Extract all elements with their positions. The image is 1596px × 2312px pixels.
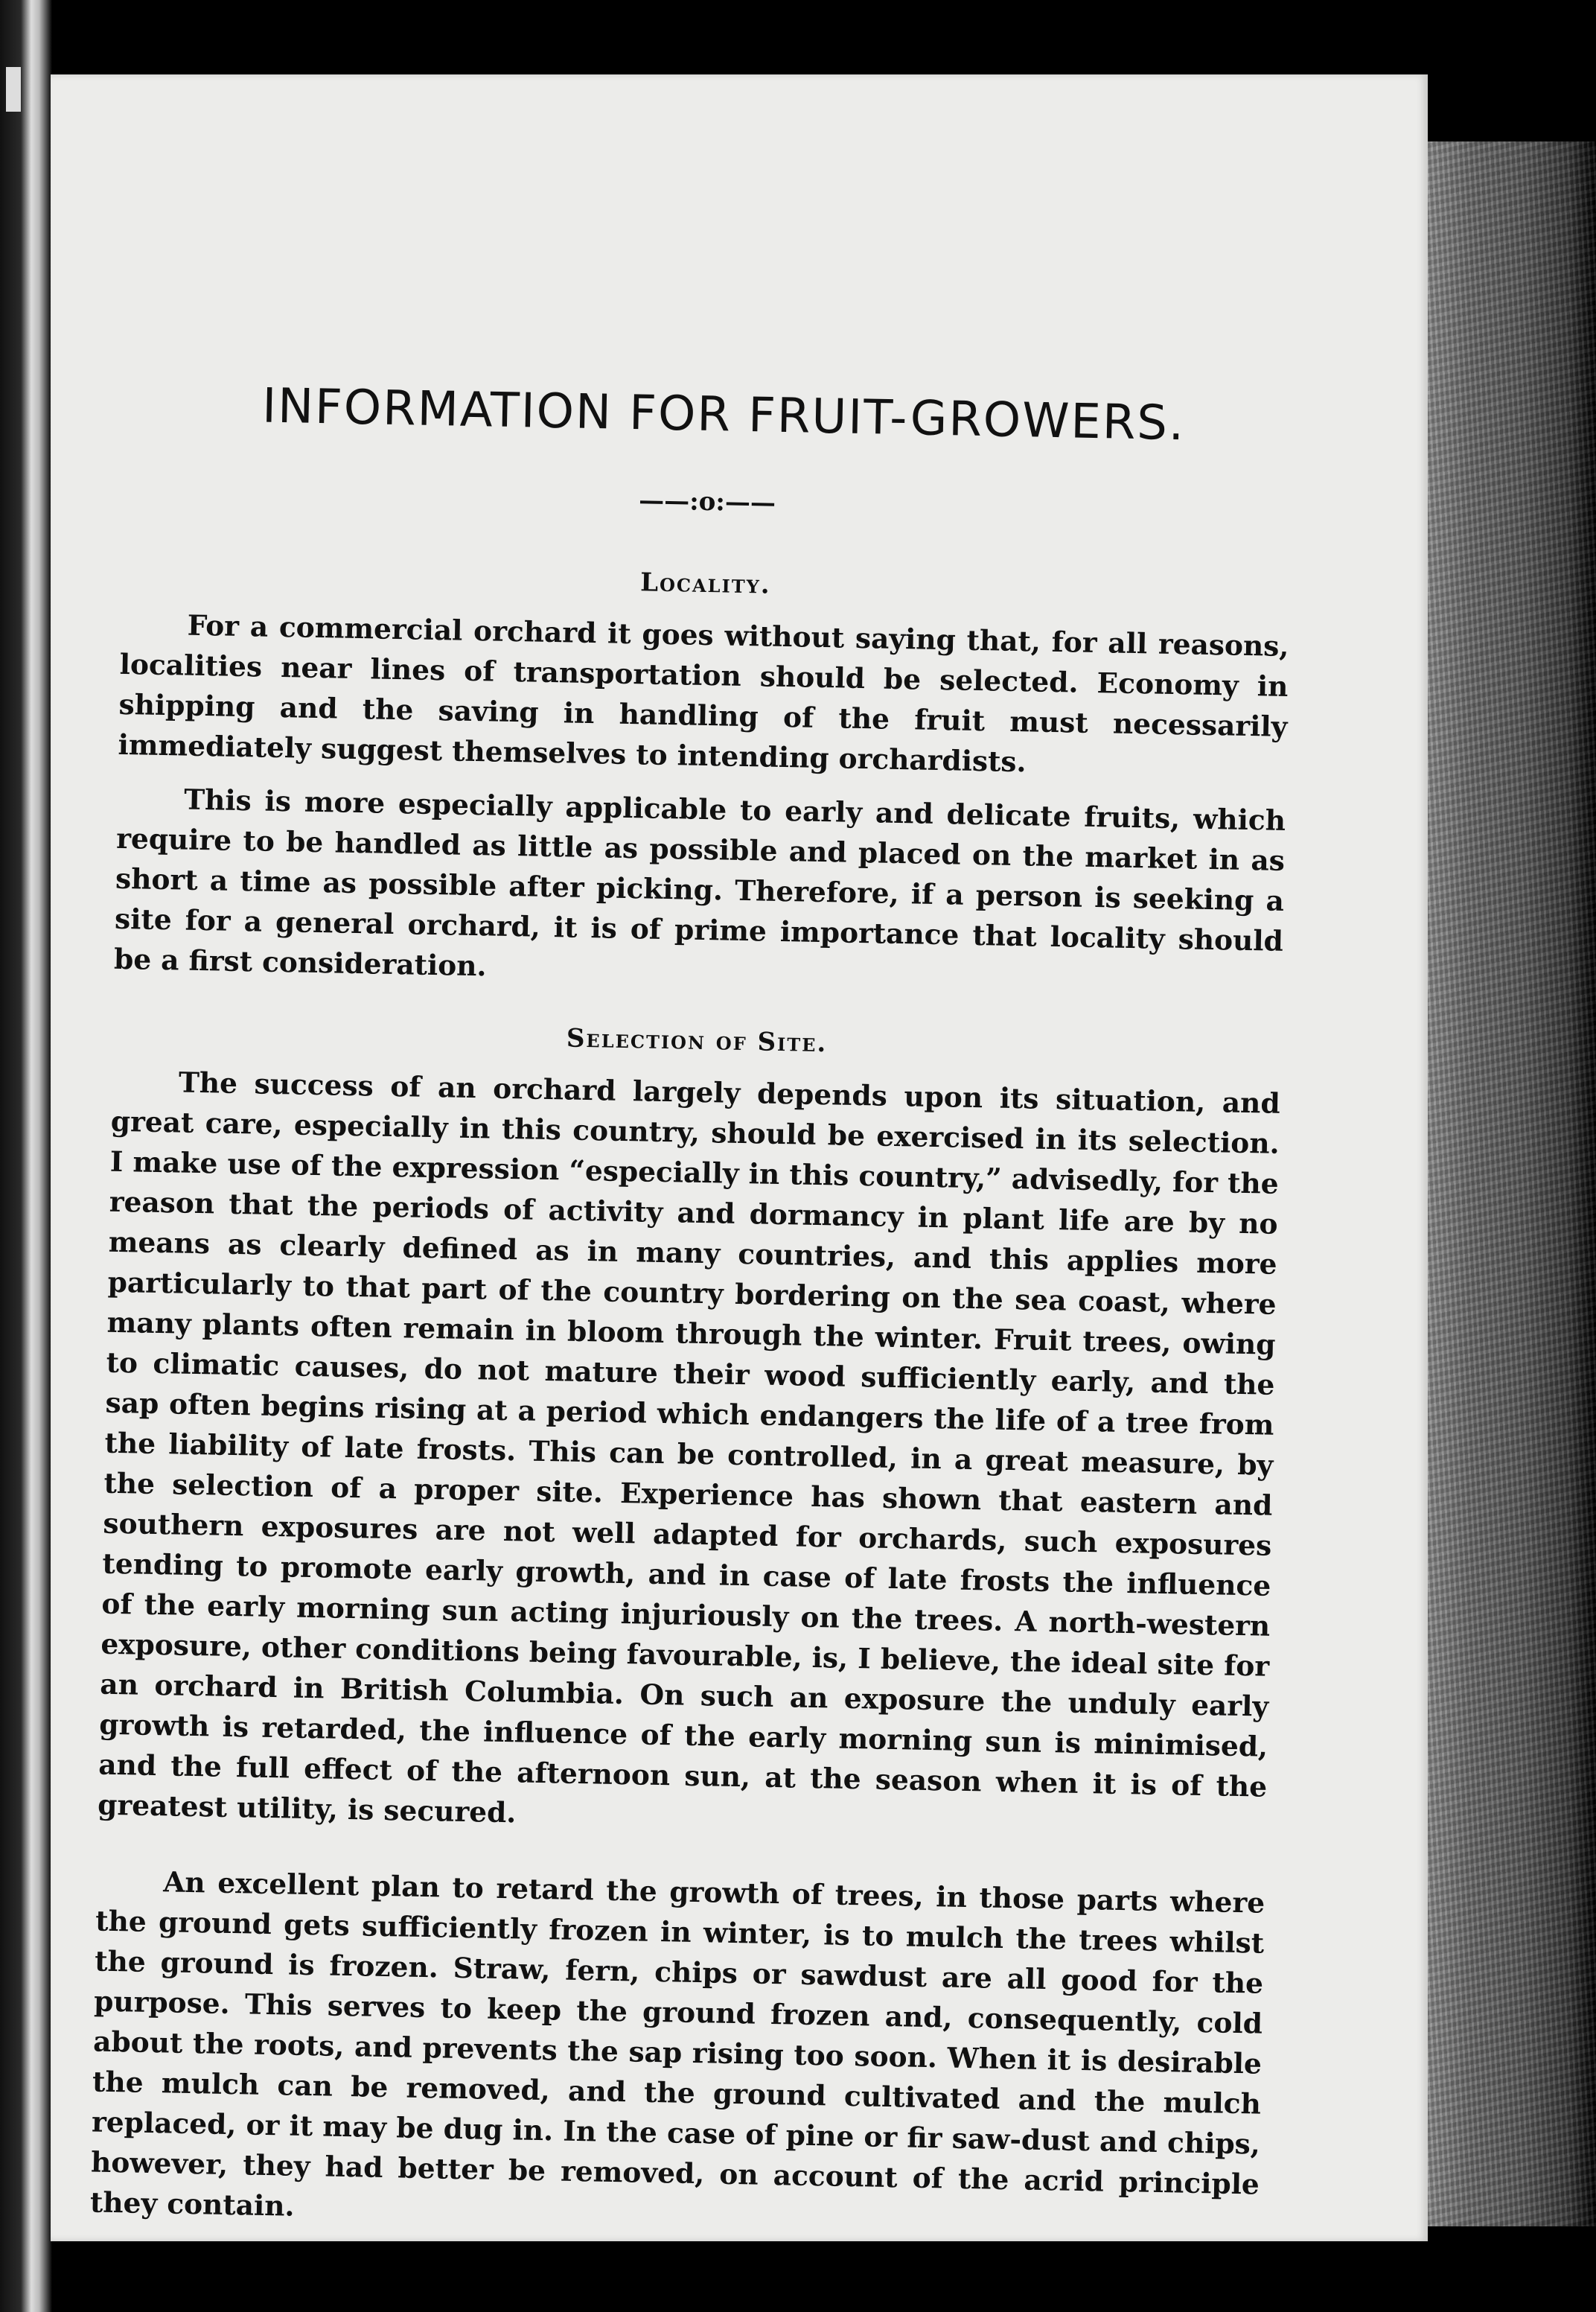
section-heading-selection-of-site: Selection of Site. (566, 1023, 828, 1059)
book-page (51, 74, 1428, 2241)
paragraph: For a commercial orchard it goes without saying that, for all reasons, localities near lines of transportation should be selected. Economy in shipping and the saving in handling of the fruit must necessarily immediately suggest themselves to intending orchardists. (118, 608, 1289, 779)
paragraph: An excellent plan to retard the growth of trees, in those parts where the ground gets sufficiently frozen in winter, is to mulch the trees whilst the ground is frozen. Straw, fern, chips or sawdust are all good for the purpose. This serves to keep the ground frozen and, consequently, cold about the roots, and prevents the sap rising too soon. When it is desirable the mulch can be removed, and the ground cultivated and the mulch replaced, or it may be dug in. In the case of pine or fir saw-dust and chips, however, they had better be removed, on account of the acrid principle they contain. (89, 1865, 1265, 2223)
left-edge-mark (6, 67, 21, 112)
paragraph: The success of an orchard largely depends upon its situation, and great care, especially in this country, should be exercised in its selection. I make use of the expression “especially in this country,” advisedly, for the reason that the periods of activity and dormancy in plant life are by no means as clearly defined as in many countries, and this applies more particularly to that part of the country bordering on the sea coast, where many plants often remain in bloom through the winter. Fruit trees, owing to climatic causes, do not mature their wood sufficiently early, and the sap often begins rising at a period which endangers the life of a tree from the liability of late frosts. This can be controlled, in a great measure, by the selection of a proper site. Experience has shown that eastern and southern exposures are not well adapted for orchards, such exposures tending to promote early growth, and in case of late frosts the influence of the early morning sun acting injuriously on the trees. A north-western exposure, other conditions being favourable, is, I believe, the ideal site for an orchard in British Columbia. On such an exposure the unduly early growth is retarded, the influence of the early morning sun is minimised, and the full effect of the afternoon sun, at the season when it is of the greatest utility, is secured. (97, 1066, 1281, 1829)
paragraph: This is more especially applicable to early and delicate fruits, which require to be handled as little as possible and placed on the market in as short a time as possible after picking. Therefore, if a person is seeking a site for a general orchard, it is of prime importance that locality should be a first consideration. (113, 783, 1286, 983)
page-title: INFORMATION FOR FRUIT-GROWERS. (261, 378, 1187, 452)
ornamental-divider: ——:o:—— (638, 485, 776, 518)
book-spine (1414, 141, 1596, 2226)
left-page-edge (0, 0, 52, 2312)
page-content (89, 376, 1294, 2258)
section-heading-locality: Locality. (639, 567, 772, 600)
